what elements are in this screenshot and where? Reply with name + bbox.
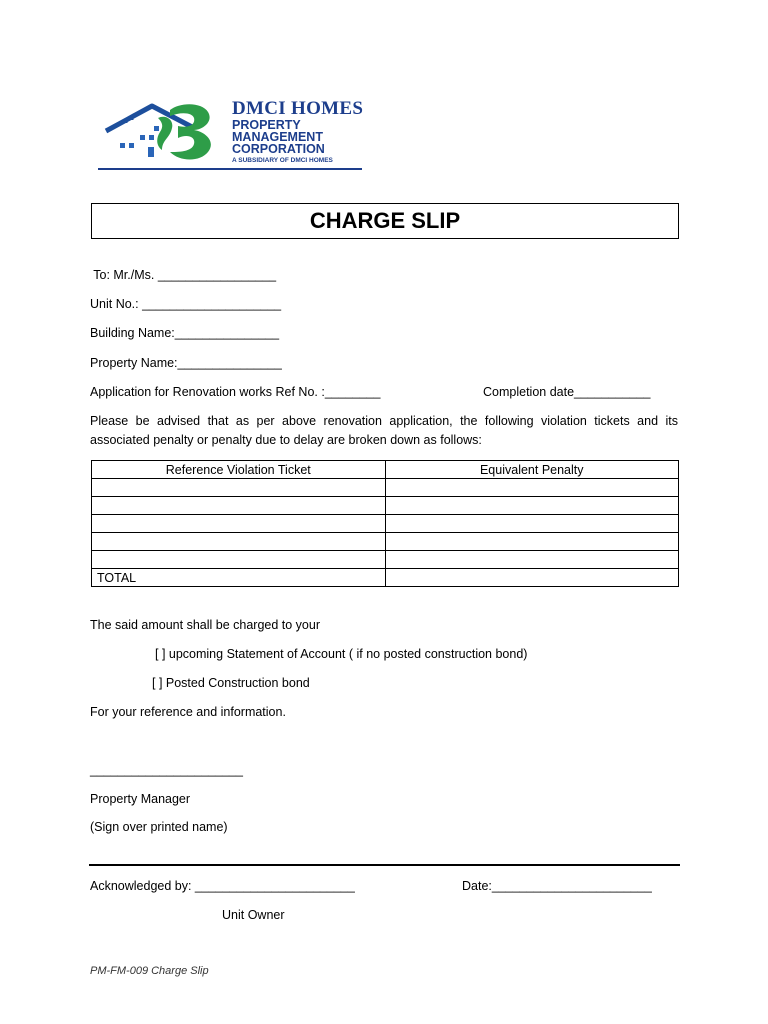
title-box <box>91 203 679 239</box>
advisory-line-2: associated penalty or penalty due to delay are broken down as follows: <box>90 433 482 447</box>
table-header-row <box>92 461 679 479</box>
divider-rule <box>89 864 680 866</box>
option-construction-bond[interactable]: [ ] Posted Construction bond <box>152 676 310 690</box>
application-ref-field[interactable]: Application for Renovation works Ref No. :________ <box>90 385 381 399</box>
logo-underline <box>98 168 362 170</box>
table-row <box>92 497 679 515</box>
table-row <box>92 515 679 533</box>
logo-line-1: PROPERTY <box>232 118 301 132</box>
table-row <box>92 551 679 569</box>
charged-text: The said amount shall be charged to your <box>90 618 320 632</box>
col-header-reference: Reference Violation Ticket <box>92 461 386 479</box>
signer-note: (Sign over printed name) <box>90 820 228 834</box>
reference-cell[interactable] <box>92 533 386 551</box>
table-row <box>92 479 679 497</box>
advisory-line-1: Please be advised that as per above renovation application, the following violation tickets and its <box>90 414 678 428</box>
col-header-penalty: Equivalent Penalty <box>385 461 679 479</box>
penalty-cell[interactable] <box>385 533 679 551</box>
unit-owner-label: Unit Owner <box>222 908 285 922</box>
building-field[interactable]: Building Name:_______________ <box>90 326 280 340</box>
total-row <box>92 569 679 587</box>
page-title: CHARGE SLIP <box>309 208 461 233</box>
date-field[interactable]: Date:_______________________ <box>462 879 652 893</box>
reference-cell[interactable] <box>92 479 386 497</box>
logo-brand: DMCI HOMES <box>232 98 364 119</box>
violation-table <box>91 460 679 587</box>
logo-line-3: CORPORATION <box>232 142 325 156</box>
acknowledged-by-field[interactable]: Acknowledged by: _______________________ <box>90 879 355 893</box>
logo-line-2: MANAGEMENT <box>232 130 323 144</box>
logo-subsidiary: A SUBSIDIARY OF DMCI HOMES <box>232 157 333 164</box>
total-value-cell[interactable] <box>385 569 679 587</box>
property-field[interactable]: Property Name:_______________ <box>90 356 282 370</box>
signer-title: Property Manager <box>90 792 191 806</box>
logo-emblem <box>96 98 232 168</box>
reference-cell[interactable] <box>92 497 386 515</box>
option-statement-of-account[interactable]: [ ] upcoming Statement of Account ( if no posted construction bond) <box>155 647 528 661</box>
penalty-cell[interactable] <box>385 551 679 569</box>
unit-field[interactable]: Unit No.: ____________________ <box>90 297 282 311</box>
reference-text: For your reference and information. <box>90 705 286 719</box>
table-row <box>92 533 679 551</box>
company-logo <box>96 98 366 174</box>
form-code: PM-FM-009 Charge Slip <box>90 965 209 977</box>
total-label: TOTAL <box>92 569 386 587</box>
penalty-cell[interactable] <box>385 497 679 515</box>
reference-cell[interactable] <box>92 551 386 569</box>
penalty-cell[interactable] <box>385 479 679 497</box>
completion-date-field[interactable]: Completion date___________ <box>483 385 651 399</box>
to-field[interactable]: To: Mr./Ms. _________________ <box>90 268 277 282</box>
signature-line[interactable]: ______________________ <box>90 763 243 777</box>
penalty-cell[interactable] <box>385 515 679 533</box>
reference-cell[interactable] <box>92 515 386 533</box>
